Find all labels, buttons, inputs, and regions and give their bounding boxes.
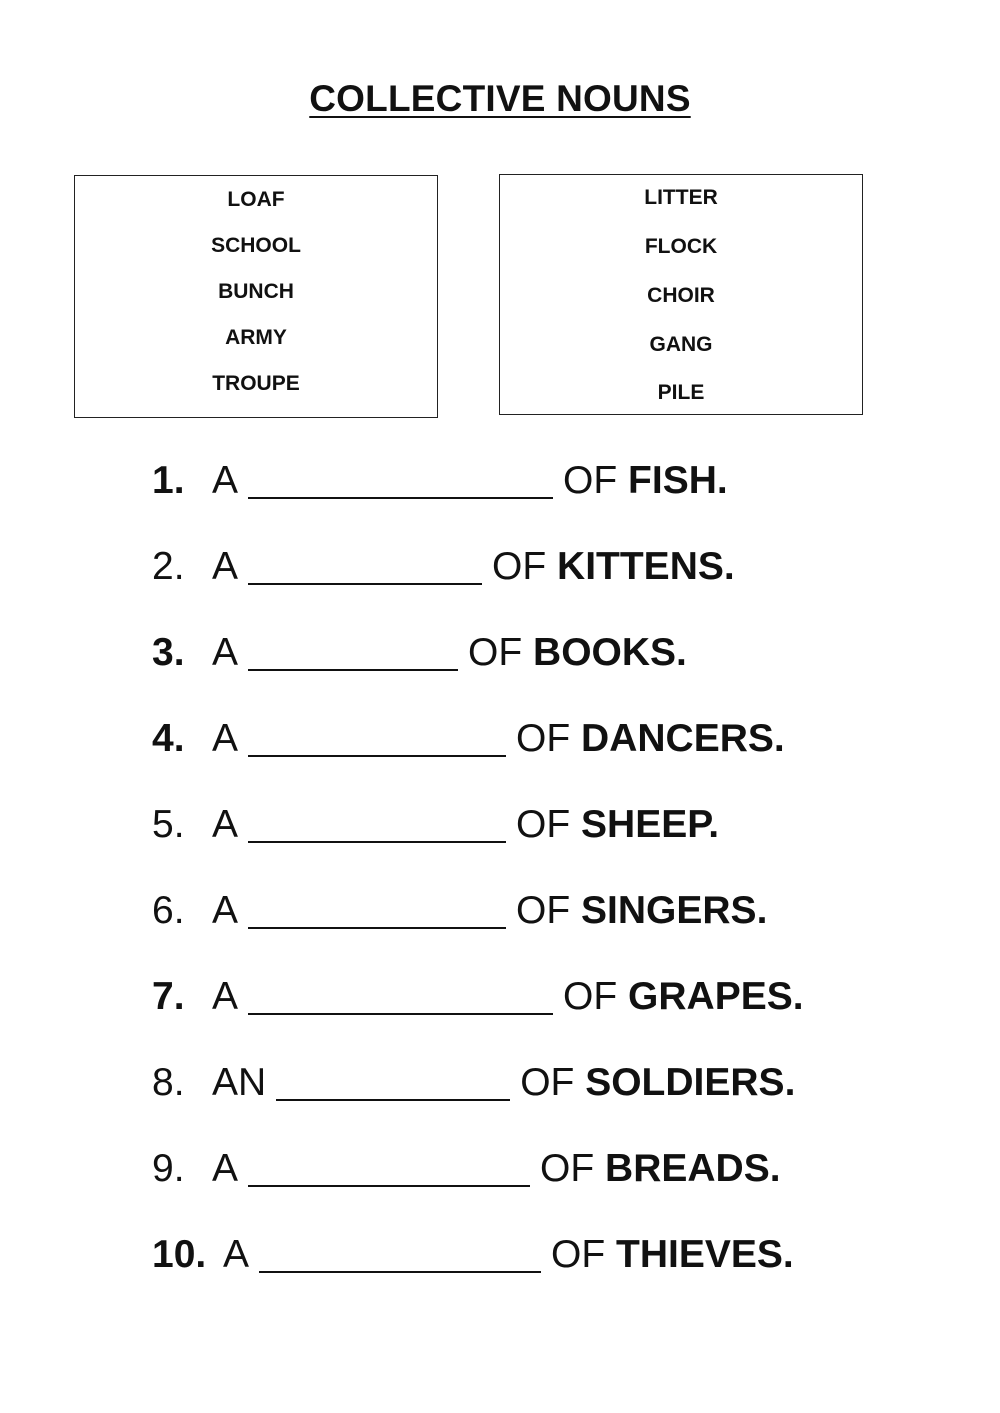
question-of: OF (468, 631, 523, 674)
word-bank-item: ARMY (225, 326, 287, 349)
question-of: OF (492, 545, 547, 588)
answer-blank[interactable] (248, 1149, 530, 1187)
question-number: 4. (152, 717, 185, 760)
question-noun: DANCERS. (581, 717, 785, 760)
answer-blank[interactable] (248, 547, 482, 585)
question-number: 10. (152, 1233, 207, 1276)
question-article: A (212, 459, 239, 502)
question-item (152, 973, 804, 1021)
question-number: 1. (152, 459, 185, 502)
question-noun: BREADS. (605, 1147, 781, 1190)
question-of: OF (516, 889, 571, 932)
question-noun: GRAPES. (628, 975, 804, 1018)
word-bank-right (499, 174, 863, 415)
question-noun: SINGERS. (581, 889, 768, 932)
question-item (152, 1059, 795, 1107)
question-of: OF (516, 717, 571, 760)
question-article: A (212, 975, 239, 1018)
question-number: 3. (152, 631, 185, 674)
word-bank-item: TROUPE (212, 372, 300, 395)
question-article: AN (212, 1061, 267, 1104)
answer-blank[interactable] (259, 1235, 541, 1273)
answer-blank[interactable] (248, 891, 506, 929)
word-bank-item: FLOCK (644, 235, 718, 258)
answer-blank[interactable] (248, 977, 553, 1015)
word-bank-item: CHOIR (647, 284, 715, 307)
word-bank-left (74, 175, 438, 418)
question-item (152, 457, 728, 505)
question-of: OF (563, 459, 618, 502)
question-noun: FISH. (628, 459, 728, 502)
page-title: COLLECTIVE NOUNS (309, 78, 691, 119)
question-item (152, 1231, 794, 1279)
question-item (152, 801, 719, 849)
question-number: 8. (152, 1061, 185, 1104)
question-noun: SOLDIERS. (585, 1061, 796, 1104)
word-bank-item: BUNCH (218, 280, 294, 303)
question-number: 9. (152, 1147, 185, 1190)
question-number: 7. (152, 975, 185, 1018)
question-noun: SHEEP. (581, 803, 720, 846)
question-noun: KITTENS. (557, 545, 735, 588)
question-of: OF (540, 1147, 595, 1190)
question-article: A (212, 545, 239, 588)
question-number: 2. (152, 545, 185, 588)
question-item (152, 715, 785, 763)
question-noun: BOOKS. (533, 631, 687, 674)
question-of: OF (551, 1233, 606, 1276)
answer-blank[interactable] (248, 719, 506, 757)
question-item (152, 629, 687, 677)
word-bank-item: SCHOOL (211, 234, 301, 257)
word-bank-item: LITTER (644, 186, 718, 209)
answer-blank[interactable] (276, 1063, 510, 1101)
question-item (152, 887, 767, 935)
question-number: 5. (152, 803, 185, 846)
word-bank-item: LOAF (227, 188, 285, 211)
question-article: A (212, 1147, 239, 1190)
question-of: OF (520, 1061, 575, 1104)
question-article: A (212, 717, 239, 760)
question-article: A (212, 803, 239, 846)
answer-blank[interactable] (248, 633, 458, 671)
answer-blank[interactable] (248, 805, 506, 843)
question-article: A (212, 889, 239, 932)
word-bank-item: GANG (649, 333, 713, 356)
question-number: 6. (152, 889, 185, 932)
question-of: OF (516, 803, 571, 846)
question-article: A (223, 1233, 250, 1276)
question-noun: THIEVES. (616, 1233, 794, 1276)
question-item (152, 543, 735, 591)
answer-blank[interactable] (248, 461, 553, 499)
question-item (152, 1145, 781, 1193)
question-article: A (212, 631, 239, 674)
question-of: OF (563, 975, 618, 1018)
word-bank-item: PILE (657, 381, 705, 404)
